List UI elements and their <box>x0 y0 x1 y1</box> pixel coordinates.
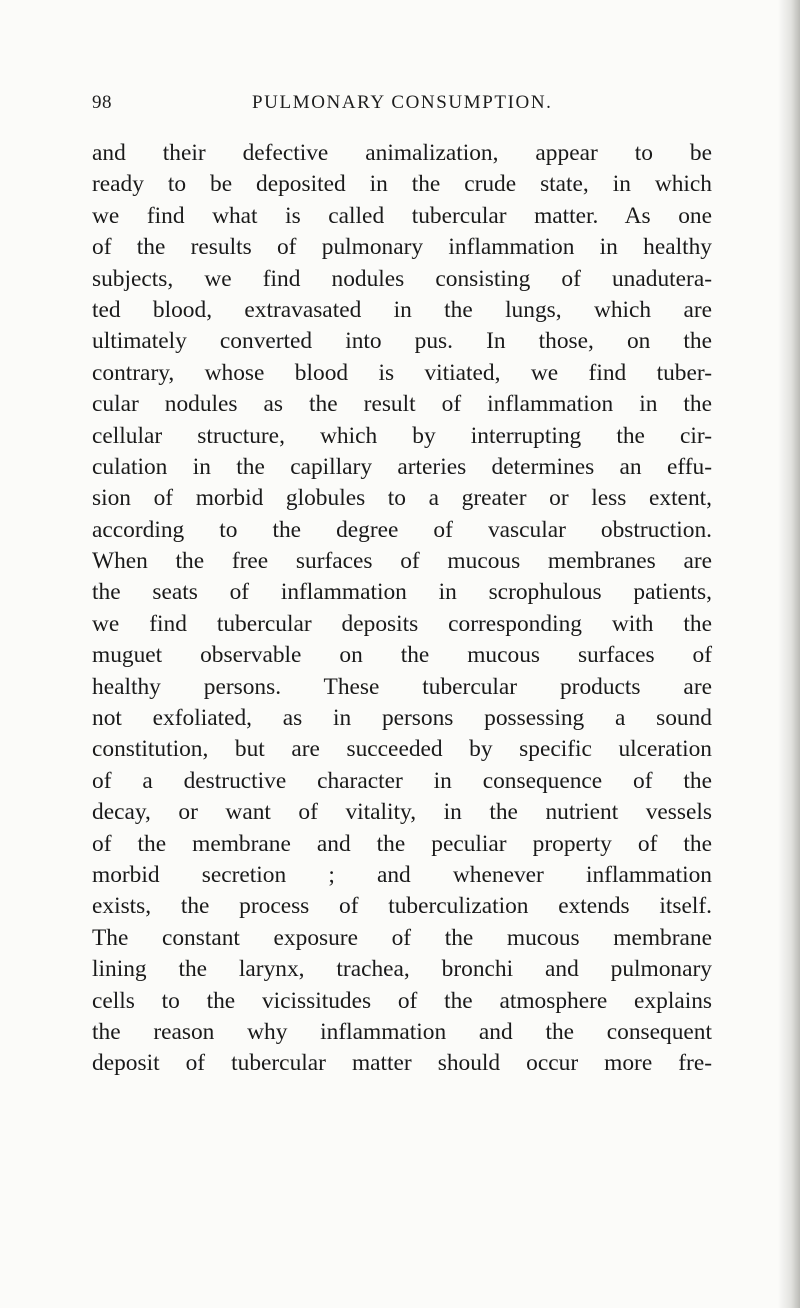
text-line: the reason why inflammation and the consequent <box>92 1018 712 1045</box>
text-line: of the membrane and the peculiar property of the <box>92 830 712 857</box>
text-line: morbid secretion ; and whenever inflammation <box>92 861 712 888</box>
running-title: PULMONARY CONSUMPTION. <box>252 92 553 113</box>
text-line: constitution, but are succeeded by specific ulceration <box>92 736 712 763</box>
text-line: The constant exposure of the mucous membrane <box>92 924 712 951</box>
text-line: decay, or want of vitality, in the nutrient vessels <box>92 799 712 826</box>
text-line: of the results of pulmonary inflammation in healthy <box>92 234 712 261</box>
text-line: subjects, we find nodules consisting of unadutera- <box>92 265 712 292</box>
text-line: When the free surfaces of mucous membranes are <box>92 548 712 575</box>
page-header <box>92 92 712 122</box>
text-line: ready to be deposited in the crude state, in which <box>92 171 712 198</box>
text-line: lining the larynx, trachea, bronchi and pulmonary <box>92 956 712 983</box>
text-line: we find tubercular deposits corresponding with the <box>92 610 712 637</box>
text-line: cular nodules as the result of inflammation in the <box>92 391 712 418</box>
text-line: contrary, whose blood is vitiated, we find tuber- <box>92 359 712 386</box>
body-paragraph <box>92 138 712 1080</box>
text-line: according to the degree of vascular obstruction. <box>92 516 712 543</box>
page-edge-shadow <box>778 0 800 1308</box>
page-number: 98 <box>92 92 112 113</box>
text-line: deposit of tubercular matter should occur more fre- <box>92 1050 712 1077</box>
text-line: exists, the process of tuberculization extends itself. <box>92 893 712 920</box>
text-line: we find what is called tubercular matter. As one <box>92 202 712 229</box>
text-line: sion of morbid globules to a greater or less extent, <box>92 485 712 512</box>
text-line: the seats of inflammation in scrophulous patients, <box>92 579 712 606</box>
text-line: and their defective animalization, appear to be <box>92 140 712 166</box>
text-line: cellular structure, which by interrupting the cir- <box>92 422 712 449</box>
text-line: not exfoliated, as in persons possessing a sound <box>92 705 712 732</box>
text-line: cells to the vicissitudes of the atmosphere explains <box>92 987 712 1014</box>
text-line: ted blood, extravasated in the lungs, which are <box>92 296 712 323</box>
text-line: ultimately converted into pus. In those, on the <box>92 328 712 355</box>
text-line: culation in the capillary arteries determines an effu- <box>92 453 712 480</box>
text-line: muguet observable on the mucous surfaces of <box>92 642 712 669</box>
text-line: healthy persons. These tubercular products are <box>92 673 712 700</box>
text-line: of a destructive character in consequence of the <box>92 767 712 794</box>
